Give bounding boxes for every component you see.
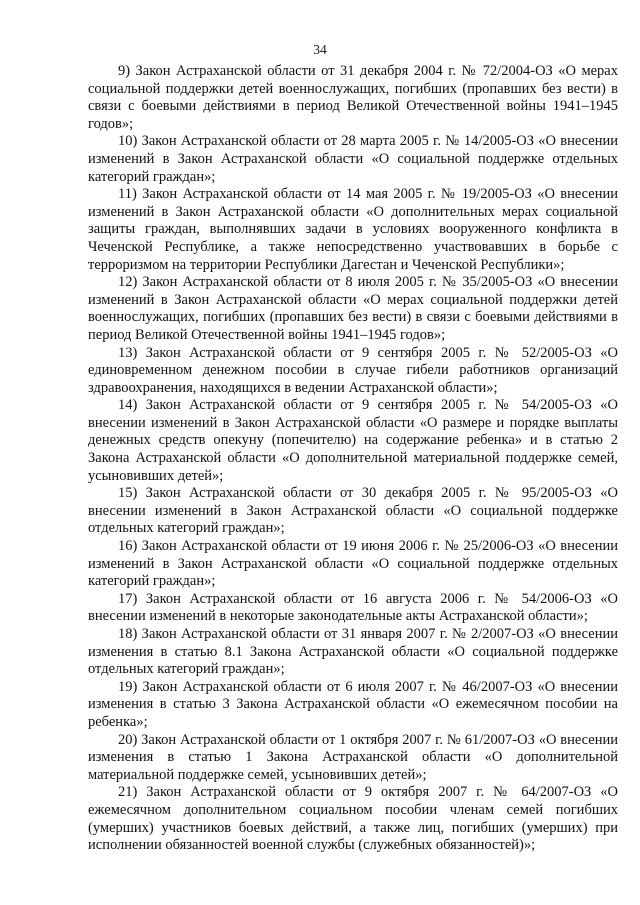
law-list-item: 10) Закон Астраханской области от 28 марта 2005 г. № 14/2005-ОЗ «О внесении изменений в Закон Астраханской области «О социальной поддержке отдельных категорий граждан»; [88,133,618,185]
law-list-item: 12) Закон Астраханской области от 8 июля 2005 г. № 35/2005-ОЗ «О внесении изменений в Закон Астраханской области «О мерах социальной поддержки детей военнослужащих, погибших (пропавших без вести) в связи с боевыми действиями в период Великой Отечественной войны 1941–1945 годов»; [88,274,618,343]
law-list-item: 19) Закон Астраханской области от 6 июля 2007 г. № 46/2007-ОЗ «О внесении изменения в статью 3 Закона Астраханской области «О ежемесячном пособии на ребенка»; [88,678,618,730]
law-list-item: 21) Закон Астраханской области от 9 октября 2007 г. № 64/2007-ОЗ «О ежемесячном дополнительном социальном пособии членам семей погибших (умерших) участников боевых действий, а также лиц, погибших (умерших) при исполнении обязанностей военной службы (служебных обязанностей)»; [88,784,618,854]
law-list-item: 17) Закон Астраханской области от 16 августа 2006 г. № 54/2006-ОЗ «О внесении изменений в некоторые законодательные акты Астраханской области»; [88,590,618,625]
page-number: 34 [313,42,327,57]
law-list-item: 18) Закон Астраханской области от 31 января 2007 г. № 2/2007-ОЗ «О внесении изменения в статью 8.1 Закона Астраханской области «О социальной поддержке отдельных категорий граждан»; [88,626,618,678]
law-list-item: 9) Закон Астраханской области от 31 декабря 2004 г. № 72/2004-ОЗ «О мерах социальной поддержки детей военнослужащих, погибших (пропавших без вести) в связи с боевыми действиями в период Великой Отечественной войны 1941–1945 годов»; [88,63,618,132]
law-list-item: 15) Закон Астраханской области от 30 декабря 2005 г. № 95/2005-ОЗ «О внесении изменений в Закон Астраханской области «О социальной поддержке отдельных категорий граждан»; [88,485,618,537]
law-list-item: 16) Закон Астраханской области от 19 июня 2006 г. № 25/2006-ОЗ «О внесении изменений в Закон Астраханской области «О социальной поддержке отдельных категорий граждан»; [88,538,618,590]
law-list-item: 20) Закон Астраханской области от 1 октября 2007 г. № 61/2007-ОЗ «О внесении изменения в статью 1 Закона Астраханской области «О дополнительной материальной поддержке семей, усыновивших детей»; [88,731,618,783]
law-list-item: 14) Закон Астраханской области от 9 сентября 2005 г. № 54/2005-ОЗ «О внесении изменений в Закон Астраханской области «О размере и порядке выплаты денежных средств опекуну (попечителю) на содержание ребенка» и в статью 2 Закона Астраханской области «О дополнительной материальной поддержке семей, усыновивших детей»; [88,397,618,484]
law-list [88,63,618,855]
law-list-item: 13) Закон Астраханской области от 9 сентября 2005 г. № 52/2005-ОЗ «О единовременном денежном пособии в случае гибели работников организаций здравоохранения, находящихся в ведении Астраханской области»; [88,344,618,396]
law-list-item: 11) Закон Астраханской области от 14 мая 2005 г. № 19/2005-ОЗ «О внесении изменений в Закон Астраханской области «О дополнительных мерах социальной защиты граждан, выполнявших задачи в условиях вооруженного конфликта в Чеченской Республике, а также непосредственно участвовавших в борьбе с терроризмом на территории Республики Дагестан и Чеченской Республики»; [88,186,618,273]
